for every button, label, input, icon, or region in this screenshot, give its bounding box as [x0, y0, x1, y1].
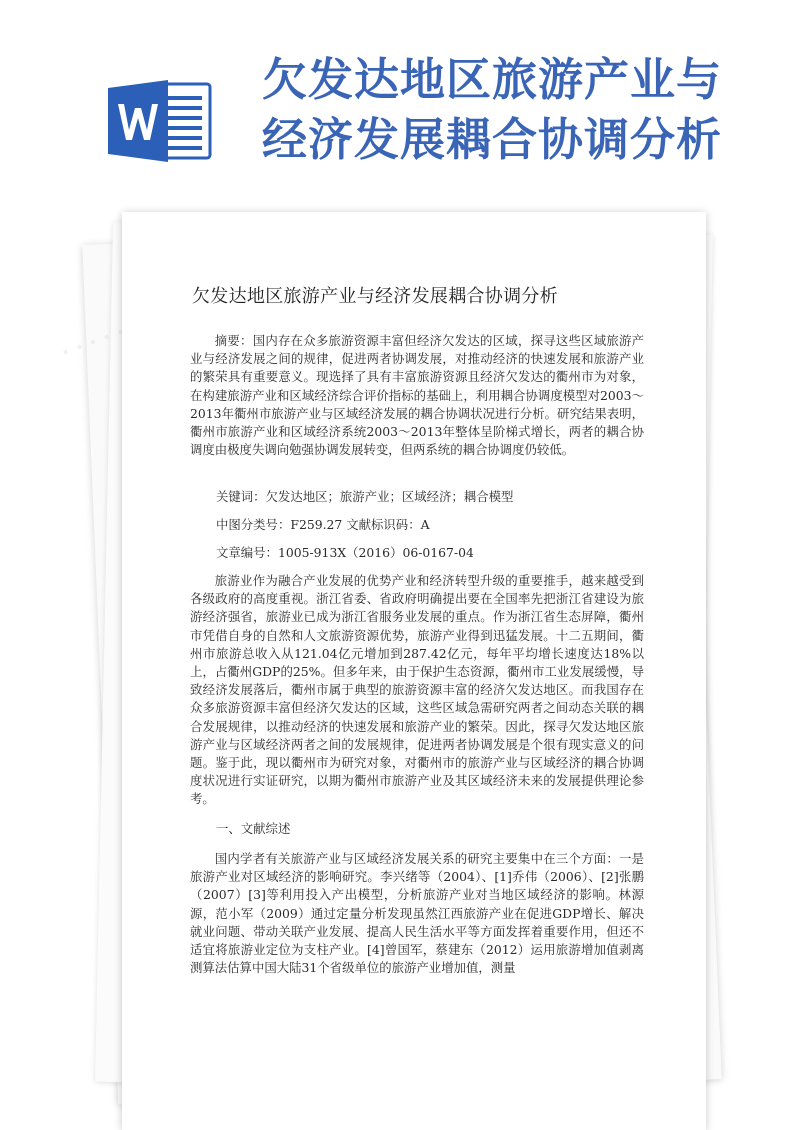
- intro-paragraph: 旅游业作为融合产业发展的优势产业和经济转型升级的重要推手，越来越受到各级政府的高度重视。浙江省委、省政府明确提出要在全国率先把浙江省建设为旅游经济强省，旅游业已成为浙江省服务业发展的重点。作为浙江省生态屏障，衢州市凭借自身的自然和人文旅游资源优势，旅游产业得到迅猛发展。十二五期间，衢州市旅游总收入从121.04亿元增加到287.42亿元，每年平均增长速度达18%以上，占衢州GDP的25%。但多年来，由于保护生态资源，衢州市工业发展缓慢，导致经济发展落后，衢州市属于典型的旅游资源丰富的经济欠发达地区。而我国存在众多旅游资源丰富但经济欠发达的区域，这些区域急需研究两者之间动态关联的耦合发展规律，以推动经济的快速发展和旅游产业的繁荣。因此，探寻欠发达地区旅游产业与区域经济两者之间的发展规律，促进两者协调发展是个很有现实意义的问题。鉴于此，现以衢州市为研究对象，对衢州市的旅游产业与区域经济的耦合协调度状况进行实证研究，以期为衢州市旅游产业及其区域经济未来的发展提供理论参考。: [190, 573, 644, 807]
- abstract-paragraph: 摘要：国内存在众多旅游资源丰富但经济欠发达的区域，探寻这些区域旅游产业与经济发展之间的规律，促进两者协调发展，对推动经济的快速发展和旅游产业的繁荣具有重要意义。现选择了具有丰富旅游资源且经济欠发达的衢州市为对象，在构建旅游产业和区域经济综合评价指标的基础上，利用耦合协调度模型对2003～2013年衢州市旅游产业与区域经济发展的耦合协调状况进行分析。研究结果表明，衢州市旅游产业和区域经济系统2003～2013年整体呈阶梯式增长，两者的耦合协调度由极度失调向勉强协调发展转变，但两系统的耦合协调度仍较低。: [190, 333, 644, 458]
- banner-title-line-1: 欠发达地区旅游产业与: [262, 53, 723, 106]
- classification-line: 中图分类号：F259.27 文献标识码：A: [216, 517, 430, 532]
- watermark: · ·: [57, 334, 87, 365]
- document-page: [122, 212, 706, 1130]
- word-document-icon: [106, 78, 214, 164]
- header-banner: [0, 0, 800, 200]
- document-title: 欠发达地区旅游产业与经济发展耦合协调分析: [192, 286, 558, 307]
- article-number-line: 文章编号：1005-913X（2016）06-0167-04: [216, 545, 474, 560]
- banner-title: [262, 50, 782, 170]
- section-heading: 一、文献综述: [216, 821, 291, 836]
- banner-title-line-2: 经济发展耦合协调分析: [262, 113, 723, 166]
- keywords-line: 关键词：欠发达地区；旅游产业；区域经济；耦合模型: [216, 489, 514, 504]
- literature-review-paragraph: 国内学者有关旅游产业与区域经济发展关系的研究主要集中在三个方面：一是旅游产业对区域经济的影响研究。李兴绪等（2004）、[1]乔伟（2006）、[2]张鹏（2007）[3]等利用投入产出模型，分析旅游产业对当地区域经济的影响。林源源，范小军（2009）通过定量分析发现虽然江西旅游产业在促进GDP增长、解决就业问题、带动关联产业发展、提高人民生活水平等方面发挥着重要作用，但还不适宜将旅游业定位为支柱产业。[4]曾国军，蔡建东（2012）运用旅游增加值剥离测算法估算中国大陆31个省级单位的旅游产业增加值，测量: [190, 851, 644, 976]
